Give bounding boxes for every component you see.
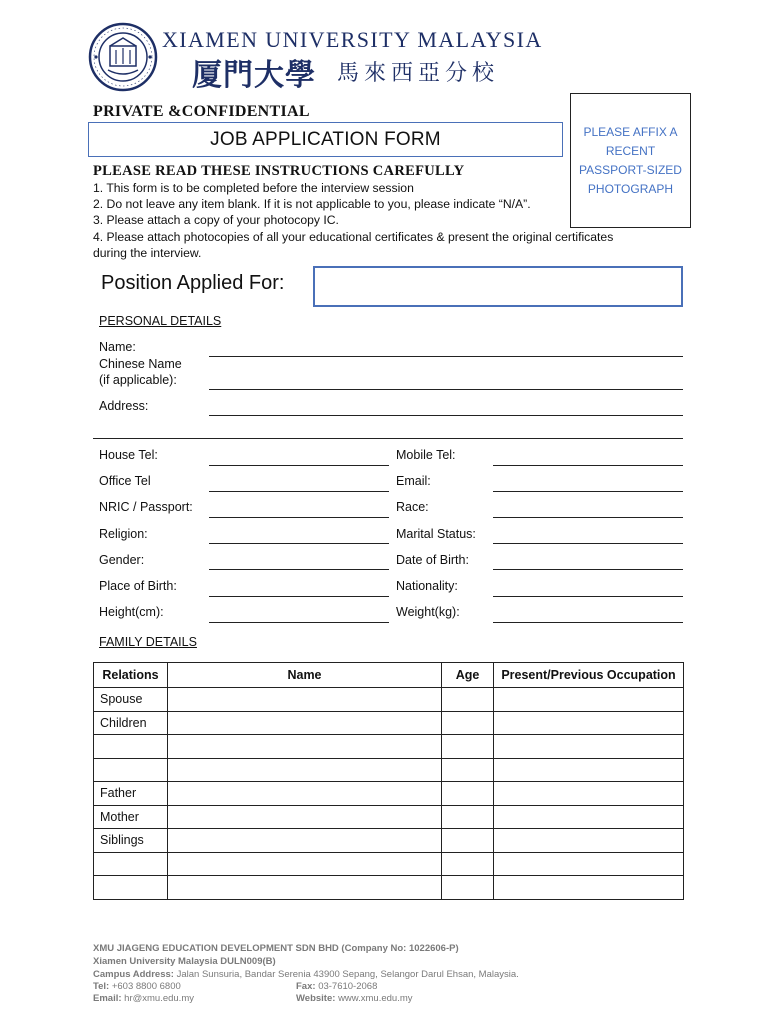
column-header-age: Age (442, 663, 494, 688)
relation-cell[interactable] (94, 758, 168, 782)
date-of-birth-field[interactable] (493, 569, 683, 570)
occupation-cell[interactable] (494, 852, 684, 876)
marital-status-label: Marital Status: (396, 527, 476, 541)
height-field[interactable] (209, 622, 389, 623)
table-row (94, 735, 684, 759)
age-cell[interactable] (442, 829, 494, 853)
address-field-line-2[interactable] (93, 438, 683, 439)
relation-cell: Father (94, 782, 168, 806)
place-of-birth-field[interactable] (209, 596, 389, 597)
university-name-chinese-sub: 馬來西亞分校 (337, 61, 500, 86)
name-cell[interactable] (168, 758, 442, 782)
race-label: Race: (396, 500, 429, 514)
footer-email-link[interactable]: hr@xmu.edu.my (124, 993, 194, 1004)
table-row (94, 758, 684, 782)
relation-cell: Spouse (94, 688, 168, 712)
university-seal-logo (88, 22, 158, 92)
nric-passport-field[interactable] (209, 517, 389, 518)
footer-campus-value: Jalan Sunsuria, Bandar Serenia 43900 Sepang, Selangor Darul Ehsan, Malaysia. (176, 969, 519, 980)
occupation-cell[interactable] (494, 758, 684, 782)
footer-website-link[interactable]: www.xmu.edu.my (338, 993, 413, 1004)
name-cell[interactable] (168, 805, 442, 829)
nationality-label: Nationality: (396, 579, 458, 593)
gender-label: Gender: (99, 553, 145, 567)
position-applied-label: Position Applied For: (101, 272, 285, 294)
university-name-english: XIAMEN UNIVERSITY MALAYSIA (162, 27, 543, 52)
name-cell[interactable] (168, 688, 442, 712)
age-cell[interactable] (442, 688, 494, 712)
name-cell[interactable] (168, 735, 442, 759)
chinese-name-label: Chinese Name (99, 357, 182, 371)
occupation-cell[interactable] (494, 829, 684, 853)
university-name-chinese: 厦門大學 (192, 58, 316, 93)
relation-cell[interactable] (94, 876, 168, 900)
name-cell[interactable] (168, 829, 442, 853)
table-header-row (94, 663, 684, 688)
occupation-cell[interactable] (494, 876, 684, 900)
table-row (94, 829, 684, 853)
column-header-occupation: Present/Previous Occupation (494, 663, 684, 688)
relation-cell[interactable] (94, 735, 168, 759)
age-cell[interactable] (442, 758, 494, 782)
footer-campus-label: Campus Address: (93, 969, 174, 980)
footer-company (93, 943, 459, 954)
photo-box-text: PLEASE AFFIX A RECENT PASSPORT-SIZED PHOTOGRAPH (579, 124, 682, 196)
occupation-cell[interactable] (494, 805, 684, 829)
instructions-title: PLEASE READ THESE INSTRUCTIONS CAREFULLY (93, 163, 465, 179)
occupation-cell[interactable] (494, 711, 684, 735)
footer-tel (93, 981, 181, 992)
race-field[interactable] (493, 517, 683, 518)
nationality-field[interactable] (493, 596, 683, 597)
footer-fax-value: 03-7610-2068 (318, 981, 378, 992)
mobile-tel-label: Mobile Tel: (396, 448, 456, 462)
name-cell[interactable] (168, 876, 442, 900)
instruction-item: 4. Please attach photocopies of all your educational certificates & present the original certificates (93, 230, 614, 244)
column-header-relations: Relations (94, 663, 168, 688)
house-tel-label: House Tel: (99, 448, 158, 462)
nric-passport-label: NRIC / Passport: (99, 500, 193, 514)
name-cell[interactable] (168, 782, 442, 806)
religion-label: Religion: (99, 527, 148, 541)
instruction-item: during the interview. (93, 246, 202, 260)
age-cell[interactable] (442, 782, 494, 806)
relation-cell: Children (94, 711, 168, 735)
age-cell[interactable] (442, 805, 494, 829)
footer-university-text: Xiamen University Malaysia DULN009(B) (93, 956, 276, 967)
age-cell[interactable] (442, 876, 494, 900)
age-cell[interactable] (442, 711, 494, 735)
weight-label: Weight(kg): (396, 605, 460, 619)
address-field-line-1[interactable] (209, 415, 683, 416)
table-row (94, 688, 684, 712)
house-tel-field[interactable] (209, 465, 389, 466)
footer-tel-label: Tel: (93, 981, 110, 992)
name-cell[interactable] (168, 711, 442, 735)
footer-campus (93, 969, 519, 980)
chinese-name-note: (if applicable): (99, 373, 177, 387)
name-cell[interactable] (168, 852, 442, 876)
footer-website-label: Website: (296, 993, 336, 1004)
occupation-cell[interactable] (494, 782, 684, 806)
relation-cell[interactable] (94, 852, 168, 876)
office-tel-field[interactable] (209, 491, 389, 492)
table-row (94, 852, 684, 876)
email-label: Email: (396, 474, 431, 488)
date-of-birth-label: Date of Birth: (396, 553, 469, 567)
footer-fax (296, 981, 377, 992)
instruction-item: 3. Please attach a copy of your photocopy IC. (93, 213, 339, 227)
position-applied-input[interactable] (313, 266, 683, 307)
occupation-cell[interactable] (494, 735, 684, 759)
office-tel-label: Office Tel (99, 474, 151, 488)
age-cell[interactable] (442, 852, 494, 876)
family-table (93, 662, 684, 900)
photo-box (570, 93, 691, 228)
table-row (94, 782, 684, 806)
instruction-item: 2. Do not leave any item blank. If it is not applicable to you, please indicate “N/A”. (93, 197, 531, 211)
marital-status-field[interactable] (493, 543, 683, 544)
table-row (94, 805, 684, 829)
footer-university (93, 956, 276, 967)
relation-cell: Mother (94, 805, 168, 829)
footer-email-label: Email: (93, 993, 122, 1004)
occupation-cell[interactable] (494, 688, 684, 712)
footer-email (93, 993, 194, 1004)
footer-fax-label: Fax: (296, 981, 316, 992)
family-details-heading: FAMILY DETAILS (99, 635, 197, 649)
age-cell[interactable] (442, 735, 494, 759)
table-row (94, 876, 684, 900)
form-title-box (88, 122, 563, 157)
religion-field[interactable] (209, 543, 389, 544)
personal-details-heading: PERSONAL DETAILS (99, 314, 222, 328)
form-title: JOB APPLICATION FORM (210, 128, 441, 150)
name-label: Name: (99, 340, 136, 354)
footer-tel-value: +603 8800 6800 (111, 981, 181, 992)
instruction-item: 1. This form is to be completed before the interview session (93, 181, 414, 195)
mobile-tel-field[interactable] (493, 465, 683, 466)
confidential-label: PRIVATE &CONFIDENTIAL (93, 103, 310, 120)
footer-company-text: XMU JIAGENG EDUCATION DEVELOPMENT SDN BHD (Company No: 1022606-P) (93, 943, 459, 954)
address-label: Address: (99, 399, 149, 413)
chinese-name-field[interactable] (209, 389, 683, 390)
gender-field[interactable] (209, 569, 389, 570)
height-label: Height(cm): (99, 605, 164, 619)
weight-field[interactable] (493, 622, 683, 623)
relation-cell: Siblings (94, 829, 168, 853)
footer-website (296, 993, 413, 1004)
email-field[interactable] (493, 491, 683, 492)
name-field[interactable] (209, 356, 683, 357)
table-row (94, 711, 684, 735)
place-of-birth-label: Place of Birth: (99, 579, 177, 593)
column-header-name: Name (168, 663, 442, 688)
